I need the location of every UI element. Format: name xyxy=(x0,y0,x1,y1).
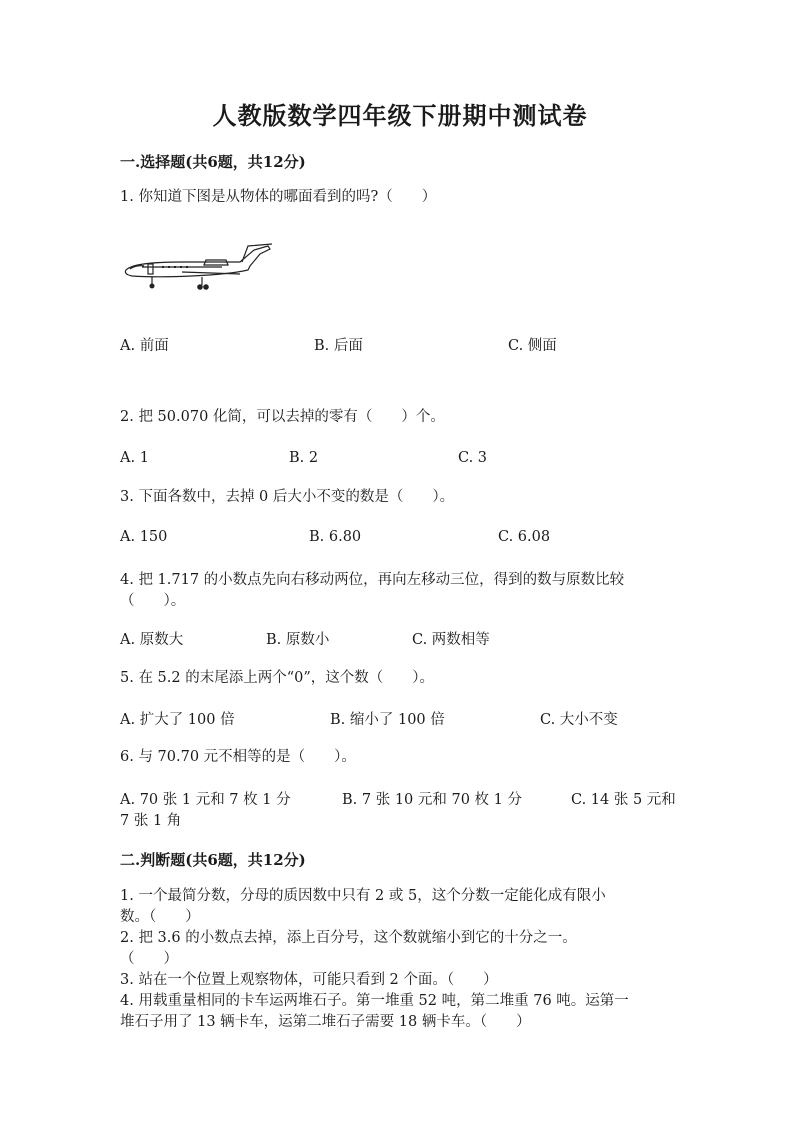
section-heading-judgement: 二.判断题(共6题，共12分) xyxy=(120,851,306,869)
judgement-1-line1: 1. 一个最简分数，分母的质因数中只有 2 或 5，这个分数一定能化成有限小 xyxy=(120,888,606,904)
question-6: 6. 与 70.70 元不相等的是（ ）。 xyxy=(120,749,356,765)
airplane-side-view-icon xyxy=(122,240,272,292)
q1-option-b: B. 后面 xyxy=(314,338,363,354)
q5-option-b: B. 缩小了 100 倍 xyxy=(330,712,445,728)
q2-option-b: B. 2 xyxy=(289,450,319,466)
judgement-2-line2: （ ） xyxy=(120,951,178,967)
q3-option-a: A. 150 xyxy=(120,529,168,545)
judgement-3: 3. 站在一个位置上观察物体，可能只看到 2 个面。（ ） xyxy=(120,972,498,988)
judgement-4-line1: 4. 用载重量相同的卡车运两堆石子。第一堆重 52 吨，第二堆重 76 吨。运第一 xyxy=(120,993,629,1009)
q5-option-c: C. 大小不变 xyxy=(540,712,618,728)
exam-title: 人教版数学四年级下册期中测试卷 xyxy=(212,101,588,130)
q3-option-b: B. 6.80 xyxy=(309,529,362,545)
q6-option-b: B. 7 张 10 元和 70 枚 1 分 xyxy=(342,792,522,808)
question-4-line1: 4. 把 1.717 的小数点先向右移动两位，再向左移动三位，得到的数与原数比较 xyxy=(120,572,625,588)
q1-option-c: C. 侧面 xyxy=(508,338,557,354)
q4-option-c: C. 两数相等 xyxy=(412,632,490,648)
question-5: 5. 在 5.2 的末尾添上两个“0”，这个数（ ）。 xyxy=(120,670,435,686)
judgement-2-line1: 2. 把 3.6 的小数点去掉，添上百分号，这个数就缩小到它的十分之一。 xyxy=(120,930,577,946)
q4-option-a: A. 原数大 xyxy=(120,632,184,648)
q2-option-a: A. 1 xyxy=(120,450,149,466)
judgement-1-line2: 数。（ ） xyxy=(120,909,200,925)
q6-option-c: C. 14 张 5 元和 xyxy=(571,792,676,808)
judgement-4-line2: 堆石子用了 13 辆卡车，运第二堆石子需要 18 辆卡车。（ ） xyxy=(120,1014,531,1030)
q6-option-a: A. 70 张 1 元和 7 枚 1 分 xyxy=(120,792,291,808)
q4-option-b: B. 原数小 xyxy=(266,632,330,648)
q6-option-c-continued: 7 张 1 角 xyxy=(120,813,182,829)
question-4-line2: （ ）。 xyxy=(120,593,186,609)
question-2: 2. 把 50.070 化简，可以去掉的零有（ ）个。 xyxy=(120,409,445,425)
q3-option-c: C. 6.08 xyxy=(498,529,551,545)
q1-option-a: A. 前面 xyxy=(120,338,169,354)
section-heading-choice: 一.选择题(共6题，共12分) xyxy=(120,153,306,171)
question-1: 1. 你知道下图是从物体的哪面看到的吗?（ ） xyxy=(120,189,437,205)
q5-option-a: A. 扩大了 100 倍 xyxy=(120,712,235,728)
q2-option-c: C. 3 xyxy=(458,450,488,466)
question-3: 3. 下面各数中，去掉 0 后大小不变的数是（ ）。 xyxy=(120,489,455,505)
